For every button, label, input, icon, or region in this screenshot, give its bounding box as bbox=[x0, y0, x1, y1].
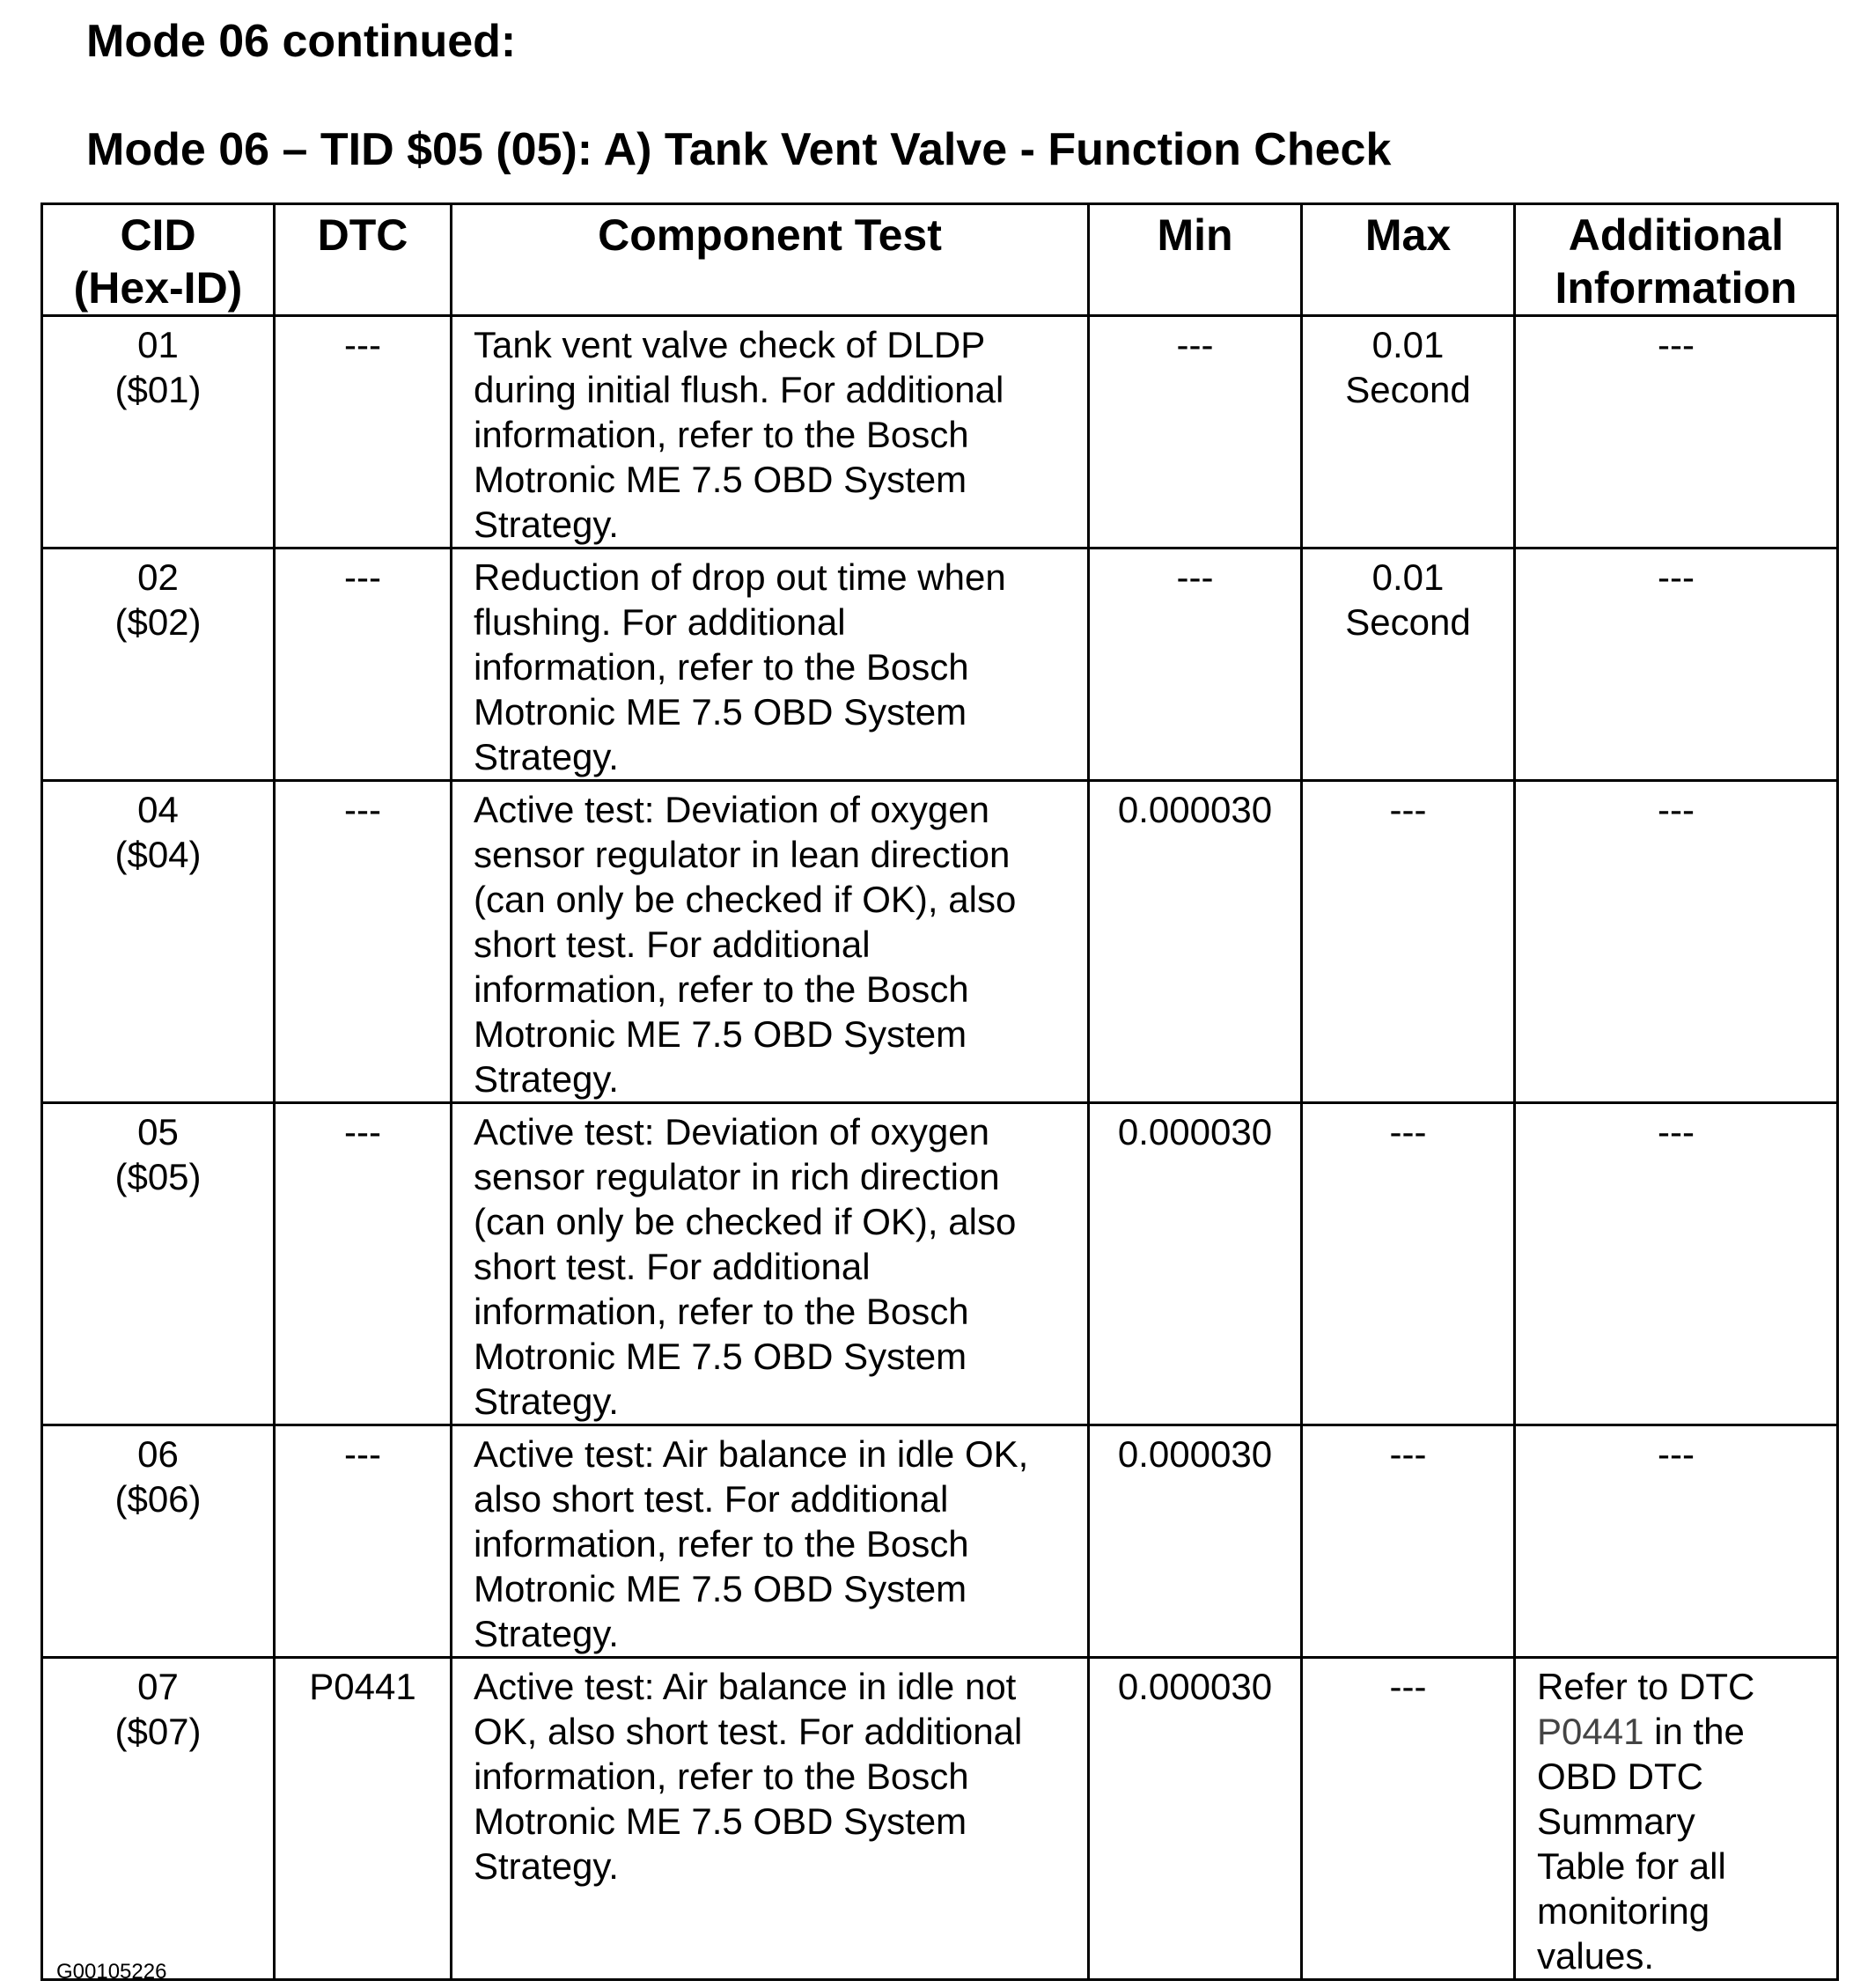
hex-id-value: ($01) bbox=[114, 369, 202, 410]
table-row bbox=[42, 781, 1838, 1103]
info-line: monitoring bbox=[1537, 1890, 1710, 1932]
mode-06-table bbox=[40, 202, 1839, 1981]
test-line: information, refer to the Bosch bbox=[474, 414, 969, 455]
table-row bbox=[42, 549, 1838, 781]
info-cell: --- bbox=[1515, 316, 1838, 549]
component-test-cell bbox=[452, 1425, 1089, 1658]
header-additional-information bbox=[1515, 204, 1838, 316]
table-row bbox=[42, 1103, 1838, 1425]
test-line: Motronic ME 7.5 OBD System bbox=[474, 1013, 967, 1055]
header-cid-line: (Hex-ID) bbox=[73, 263, 243, 313]
header-max: Max bbox=[1302, 204, 1515, 316]
component-test-cell bbox=[452, 1658, 1089, 1980]
header-component-test: Component Test bbox=[452, 204, 1089, 316]
cid-cell bbox=[42, 781, 275, 1103]
test-line: information, refer to the Bosch bbox=[474, 646, 969, 688]
header-info-line: Additional bbox=[1568, 210, 1784, 260]
test-line: information, refer to the Bosch bbox=[474, 1756, 969, 1797]
hex-id-value: ($02) bbox=[114, 601, 202, 643]
dtc-cell: --- bbox=[275, 549, 452, 781]
cid-value: 01 bbox=[137, 324, 179, 365]
table-header-row bbox=[42, 204, 1838, 316]
cid-value: 04 bbox=[137, 789, 179, 830]
test-line: Strategy. bbox=[474, 736, 619, 777]
info-link-suffix: in the bbox=[1643, 1711, 1745, 1752]
section-title: Mode 06 – TID $05 (05): A) Tank Vent Valve - Function Check bbox=[86, 124, 1392, 175]
test-line: Strategy. bbox=[474, 1613, 619, 1654]
table-row bbox=[42, 1425, 1838, 1658]
test-line: Active test: Deviation of oxygen bbox=[474, 789, 989, 830]
cid-cell bbox=[42, 1658, 275, 1980]
info-line: Table for all bbox=[1537, 1845, 1726, 1887]
test-line: Strategy. bbox=[474, 504, 619, 545]
cid-value: 02 bbox=[137, 556, 179, 598]
info-line: Refer to DTC bbox=[1537, 1666, 1755, 1707]
min-cell: 0.000030 bbox=[1089, 781, 1302, 1103]
max-cell: --- bbox=[1302, 1658, 1515, 1980]
cid-cell bbox=[42, 316, 275, 549]
test-line: Reduction of drop out time when bbox=[474, 556, 1006, 598]
max-line: 0.01 bbox=[1371, 324, 1445, 365]
cid-value: 07 bbox=[137, 1666, 179, 1707]
table-row bbox=[42, 316, 1838, 549]
cid-cell bbox=[42, 1103, 275, 1425]
min-cell: --- bbox=[1089, 316, 1302, 549]
info-line: OBD DTC bbox=[1537, 1756, 1703, 1797]
test-line: Tank vent valve check of DLDP bbox=[474, 324, 986, 365]
test-line: also short test. For additional bbox=[474, 1478, 949, 1520]
hex-id-value: ($06) bbox=[114, 1478, 202, 1520]
header-info-line: Information bbox=[1555, 263, 1798, 313]
test-line: Active test: Air balance in idle not bbox=[474, 1666, 1017, 1707]
cid-cell bbox=[42, 1425, 275, 1658]
test-line: Strategy. bbox=[474, 1058, 619, 1100]
max-line: Second bbox=[1345, 601, 1471, 643]
max-cell: --- bbox=[1302, 781, 1515, 1103]
component-test-cell bbox=[452, 549, 1089, 781]
info-line: values. bbox=[1537, 1935, 1655, 1977]
dtc-cell: --- bbox=[275, 1103, 452, 1425]
test-line: (can only be checked if OK), also bbox=[474, 1201, 1017, 1242]
component-test-cell bbox=[452, 316, 1089, 549]
test-line: sensor regulator in lean direction bbox=[474, 834, 1011, 875]
dtc-p0441-link[interactable]: P0441 bbox=[1537, 1711, 1644, 1752]
test-line: (can only be checked if OK), also bbox=[474, 879, 1017, 920]
test-line: Strategy. bbox=[474, 1381, 619, 1422]
hex-id-value: ($05) bbox=[114, 1156, 202, 1197]
test-line: Motronic ME 7.5 OBD System bbox=[474, 691, 967, 733]
test-line: OK, also short test. For additional bbox=[474, 1711, 1023, 1752]
max-line: 0.01 bbox=[1371, 556, 1445, 598]
max-line: Second bbox=[1345, 369, 1471, 410]
min-cell: 0.000030 bbox=[1089, 1425, 1302, 1658]
header-cid bbox=[42, 204, 275, 316]
component-test-cell bbox=[452, 1103, 1089, 1425]
hex-id-value: ($04) bbox=[114, 834, 202, 875]
max-cell bbox=[1302, 549, 1515, 781]
info-cell bbox=[1515, 1658, 1838, 1980]
hex-id-value: ($07) bbox=[114, 1711, 202, 1752]
info-line bbox=[1537, 1709, 1826, 1754]
test-line: Motronic ME 7.5 OBD System bbox=[474, 459, 967, 500]
cid-value: 06 bbox=[137, 1433, 179, 1475]
min-cell: 0.000030 bbox=[1089, 1658, 1302, 1980]
page-title: Mode 06 continued: bbox=[86, 16, 517, 67]
test-line: Active test: Deviation of oxygen bbox=[474, 1111, 989, 1152]
info-cell: --- bbox=[1515, 1103, 1838, 1425]
header-dtc: DTC bbox=[275, 204, 452, 316]
test-line: Active test: Air balance in idle OK, bbox=[474, 1433, 1029, 1475]
min-cell: 0.000030 bbox=[1089, 1103, 1302, 1425]
header-min: Min bbox=[1089, 204, 1302, 316]
header-cid-line: CID bbox=[120, 210, 196, 260]
info-cell: --- bbox=[1515, 781, 1838, 1103]
dtc-cell: --- bbox=[275, 781, 452, 1103]
test-line: short test. For additional bbox=[474, 924, 871, 965]
max-cell bbox=[1302, 316, 1515, 549]
test-line: Motronic ME 7.5 OBD System bbox=[474, 1568, 967, 1609]
test-line: Motronic ME 7.5 OBD System bbox=[474, 1800, 967, 1842]
test-line: information, refer to the Bosch bbox=[474, 1523, 969, 1565]
test-line: during initial flush. For additional bbox=[474, 369, 1004, 410]
component-test-cell bbox=[452, 781, 1089, 1103]
max-cell: --- bbox=[1302, 1103, 1515, 1425]
dtc-cell: --- bbox=[275, 316, 452, 549]
cid-value: 05 bbox=[137, 1111, 179, 1152]
cid-cell bbox=[42, 549, 275, 781]
dtc-cell: --- bbox=[275, 1425, 452, 1658]
test-line: sensor regulator in rich direction bbox=[474, 1156, 1000, 1197]
test-line: Strategy. bbox=[474, 1845, 619, 1887]
test-line: flushing. For additional bbox=[474, 601, 846, 643]
test-line: information, refer to the Bosch bbox=[474, 968, 969, 1010]
test-line: Motronic ME 7.5 OBD System bbox=[474, 1336, 967, 1377]
info-cell: --- bbox=[1515, 1425, 1838, 1658]
dtc-cell: P0441 bbox=[275, 1658, 452, 1980]
test-line: short test. For additional bbox=[474, 1246, 871, 1287]
figure-id: G00105226 bbox=[56, 1960, 167, 1984]
info-line: Summary bbox=[1537, 1800, 1695, 1842]
min-cell: --- bbox=[1089, 549, 1302, 781]
max-cell: --- bbox=[1302, 1425, 1515, 1658]
table-row bbox=[42, 1658, 1838, 1980]
info-cell: --- bbox=[1515, 549, 1838, 781]
test-line: information, refer to the Bosch bbox=[474, 1291, 969, 1332]
